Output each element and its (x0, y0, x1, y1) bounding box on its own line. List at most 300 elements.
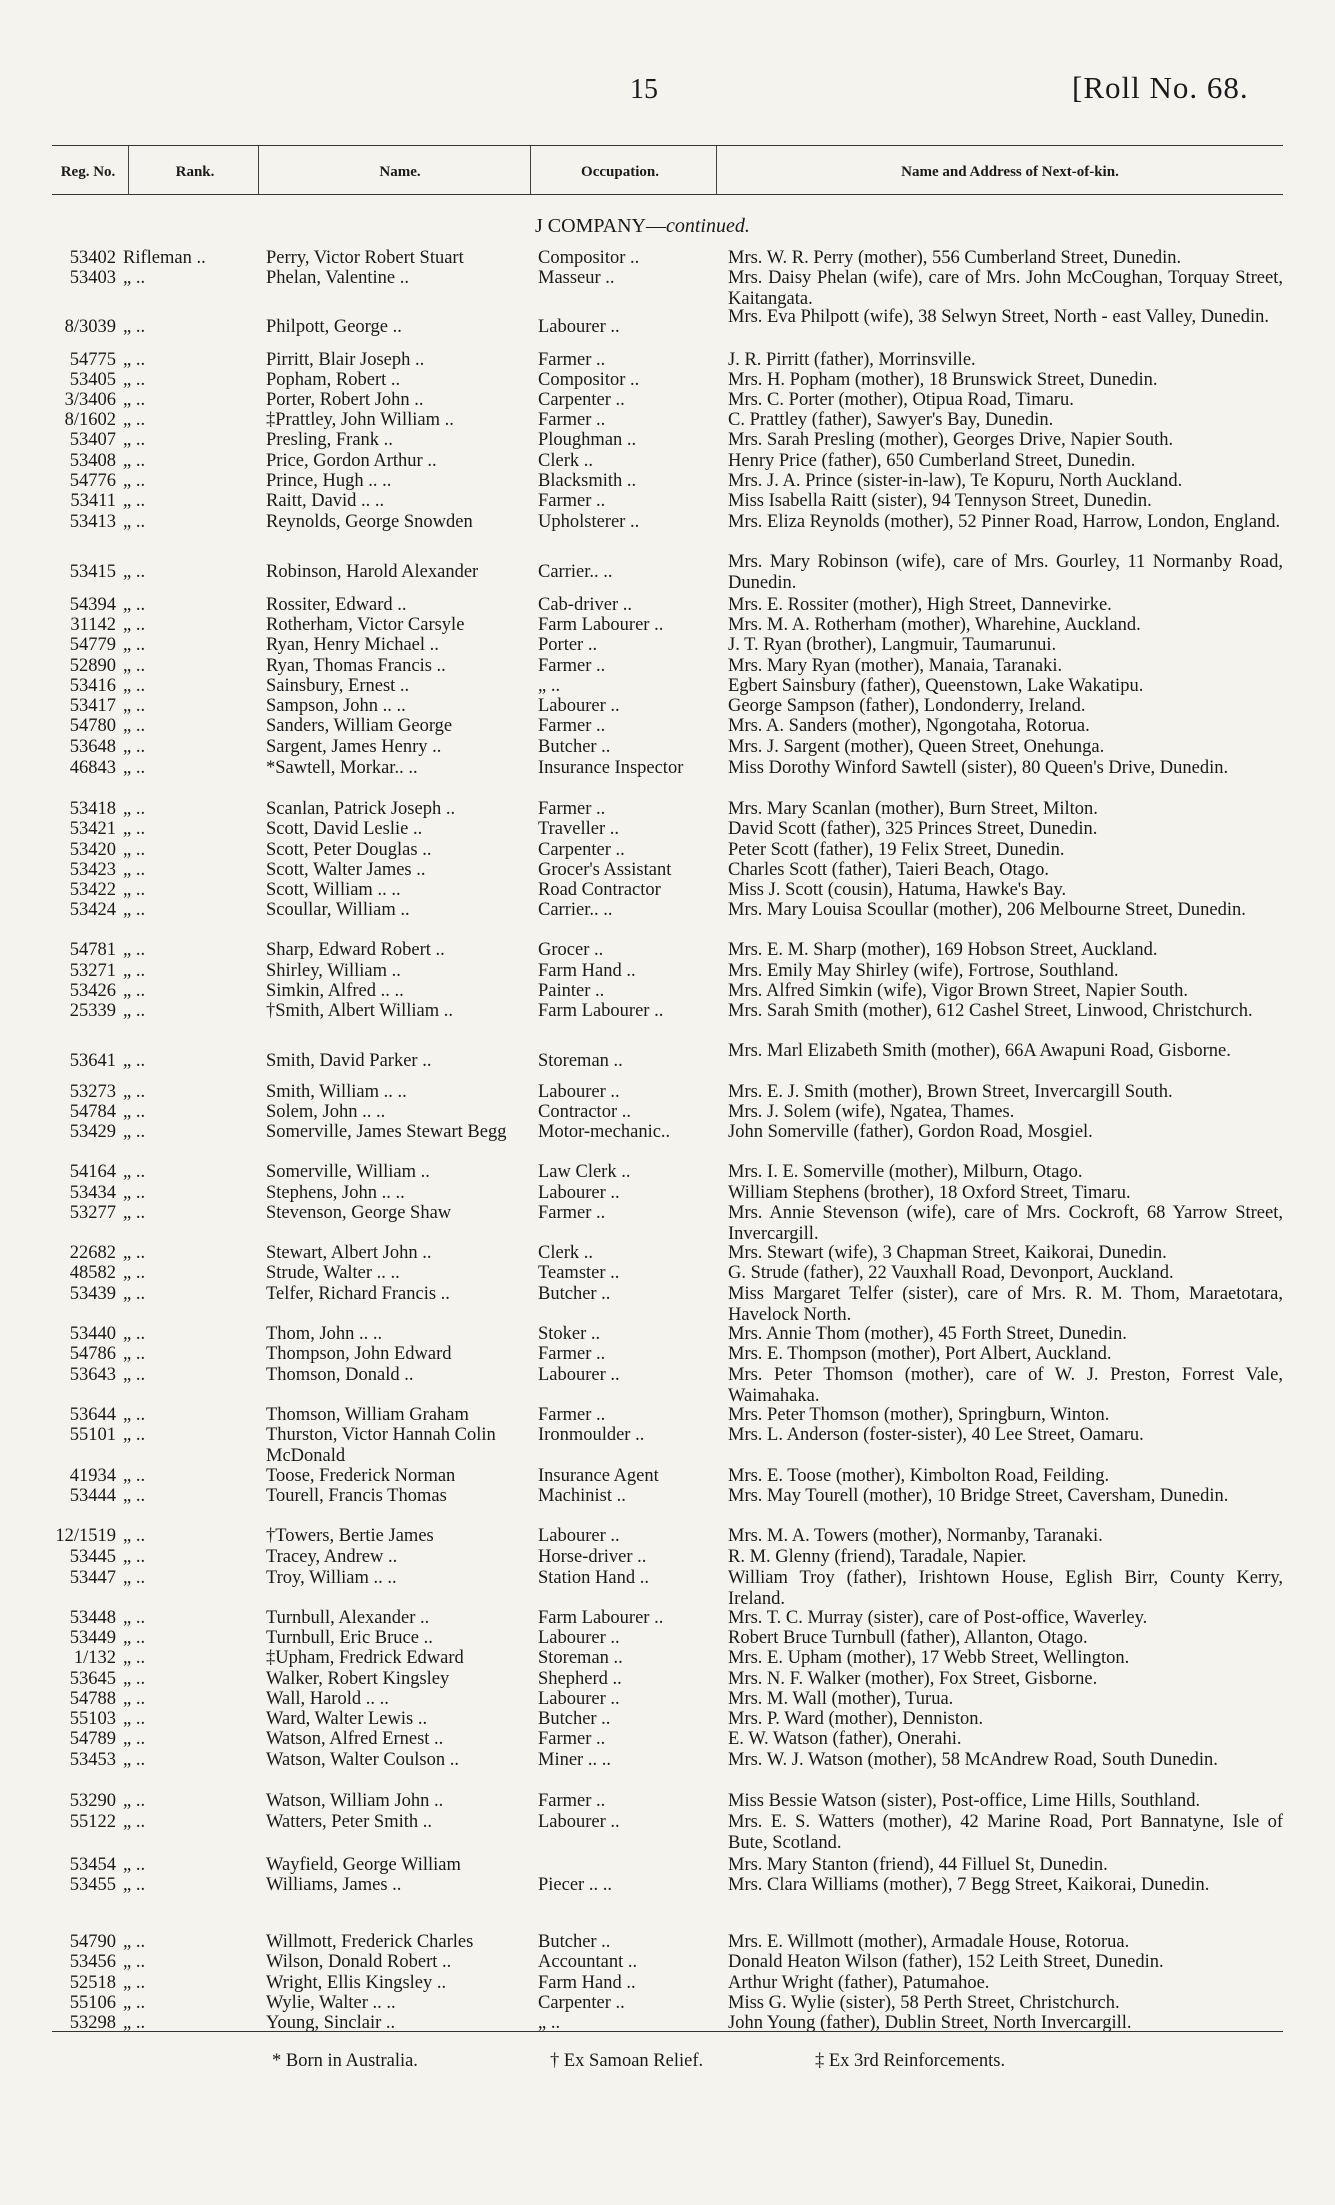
rank-cell: „ .. (123, 716, 146, 736)
reg-no-cell: 54788 (69, 1689, 116, 1709)
next-of-kin-cell: Miss J. Scott (cousin), Hatuma, Hawke's Bay. (728, 880, 1067, 900)
next-of-kin-cell: Mrs. Sarah Presling (mother), Georges Drive, Napier South. (728, 430, 1174, 450)
name-cell: Telfer, Richard Francis .. (266, 1284, 450, 1304)
next-of-kin-cell: Mrs. Eliza Reynolds (mother), 52 Pinner Road, Harrow, London, England. (728, 512, 1281, 532)
rank-cell: „ .. (123, 595, 146, 615)
rank-cell: „ .. (123, 1750, 146, 1770)
rank-cell: „ .. (123, 1365, 146, 1385)
reg-no-cell: 53405 (69, 370, 116, 390)
occupation-cell: Farmer .. (538, 491, 606, 511)
occupation-cell: Motor-mechanic.. (538, 1122, 671, 1142)
name-cell: Shirley, William .. (266, 961, 401, 981)
occupation-cell: Accountant .. (538, 1952, 638, 1972)
reg-no-cell: 54776 (69, 471, 116, 491)
rank-cell: „ .. (123, 390, 146, 410)
name-cell: Scott, David Leslie .. (266, 819, 423, 839)
name-cell: Wylie, Walter .. .. (266, 1993, 396, 2013)
reg-no-cell: 54394 (69, 595, 116, 615)
occupation-cell: Farmer .. (538, 1791, 606, 1811)
company-heading: J COMPANY—continued. (535, 215, 750, 237)
reg-no-cell: 53420 (69, 840, 116, 860)
next-of-kin-cell: Mrs. Annie Stevenson (wife), care of Mrs. Cockroft, 68 Yarrow Street, Invercargill. (728, 1203, 1283, 1244)
next-of-kin-cell: William Stephens (brother), 18 Oxford Street, Timaru. (728, 1183, 1131, 1203)
rank-cell: „ .. (123, 900, 146, 920)
table-row (0, 1952, 1335, 1973)
column-header-next-of-kin: Name and Address of Next-of-kin. (901, 164, 1119, 180)
name-cell: Ryan, Henry Michael .. (266, 635, 439, 655)
footer-rule (52, 2031, 1283, 2032)
next-of-kin-cell: Mrs. Mary Stanton (friend), 44 Filluel St, Dunedin. (728, 1855, 1108, 1875)
rank-cell: Rifleman .. (123, 248, 206, 268)
occupation-cell: Masseur .. (538, 268, 615, 288)
next-of-kin-cell: Mrs. May Tourell (mother), 10 Bridge Street, Caversham, Dunedin. (728, 1486, 1229, 1506)
occupation-cell: Labourer .. (538, 1628, 620, 1648)
next-of-kin-cell: Mrs. Alfred Simkin (wife), Vigor Brown Street, Napier South. (728, 981, 1188, 1001)
next-of-kin-cell: Mrs. J. A. Prince (sister-in-law), Te Kopuru, North Auckland. (728, 471, 1183, 491)
rank-cell: „ .. (123, 1547, 146, 1567)
rank-cell: „ .. (123, 1162, 146, 1182)
name-cell: Stevenson, George Shaw (266, 1203, 452, 1223)
name-cell: Rossiter, Edward .. (266, 595, 407, 615)
reg-no-cell: 53444 (69, 1486, 116, 1506)
next-of-kin-cell: Mrs. Mary Louisa Scoullar (mother), 206 Melbourne Street, Dunedin. (728, 900, 1246, 920)
rank-cell: „ .. (123, 635, 146, 655)
name-cell: Price, Gordon Arthur .. (266, 451, 437, 471)
reg-no-cell: 54775 (69, 350, 116, 370)
table-row (0, 1855, 1335, 1876)
table-row (0, 410, 1335, 431)
table-row (0, 1324, 1335, 1345)
name-cell: Presling, Frank .. (266, 430, 393, 450)
table-row (0, 430, 1335, 451)
next-of-kin-cell: Mrs. C. Porter (mother), Otipua Road, Timaru. (728, 390, 1074, 410)
next-of-kin-cell: Mrs. Daisy Phelan (wife), care of Mrs. John McCoughan, Torquay Street, Kaitangata. (728, 268, 1283, 309)
occupation-cell: Painter .. (538, 981, 605, 1001)
next-of-kin-cell: Mrs. W. R. Perry (mother), 556 Cumberland Street, Dunedin. (728, 248, 1182, 268)
table-row (0, 880, 1335, 901)
reg-no-cell: 8/3039 (64, 317, 116, 337)
rank-cell: „ .. (123, 430, 146, 450)
rank-cell: „ .. (123, 1875, 146, 1895)
name-cell: Sampson, John .. .. (266, 696, 406, 716)
reg-no-cell: 53429 (69, 1122, 116, 1142)
name-cell: Wall, Harold .. .. (266, 1689, 389, 1709)
rank-cell: „ .. (123, 1183, 146, 1203)
occupation-cell: Grocer's Assistant (538, 860, 672, 880)
rank-cell: „ .. (123, 1102, 146, 1122)
roll-number: [Roll No. 68. (1072, 70, 1249, 105)
occupation-cell: Labourer .. (538, 696, 620, 716)
next-of-kin-cell: Miss Margaret Telfer (sister), care of Mrs. R. M. Thom, Maraetotara, Havelock North. (728, 1284, 1283, 1325)
next-of-kin-cell: Mrs. E. J. Smith (mother), Brown Street, Invercargill South. (728, 1082, 1173, 1102)
table-row (0, 370, 1335, 391)
name-cell: Sargent, James Henry .. (266, 737, 442, 757)
table-row (0, 1405, 1335, 1426)
next-of-kin-cell: Donald Heaton Wilson (father), 152 Leith Street, Dunedin. (728, 1952, 1164, 1972)
occupation-cell: Butcher .. (538, 737, 611, 757)
occupation-cell: Ploughman .. (538, 430, 637, 450)
reg-no-cell: 53643 (69, 1365, 116, 1385)
occupation-cell: Teamster .. (538, 1263, 620, 1283)
rank-cell: „ .. (123, 961, 146, 981)
rank-cell: „ .. (123, 1689, 146, 1709)
table-row (0, 1689, 1335, 1710)
next-of-kin-cell: Mrs. M. A. Rotherham (mother), Wharehine, Auckland. (728, 615, 1141, 635)
table-row (0, 1628, 1335, 1649)
occupation-cell: Farmer .. (538, 1729, 606, 1749)
reg-no-cell: 12/1519 (55, 1526, 116, 1546)
table-row (0, 900, 1335, 942)
table-row (0, 1344, 1335, 1365)
occupation-cell: „ .. (538, 2013, 561, 2033)
name-cell: Popham, Robert .. (266, 370, 401, 390)
occupation-cell: Labourer .. (538, 1183, 620, 1203)
reg-no-cell: 53417 (69, 696, 116, 716)
next-of-kin-cell: Mrs. Sarah Smith (mother), 612 Cashel Street, Linwood, Christchurch. (728, 1001, 1253, 1021)
next-of-kin-cell: G. Strude (father), 22 Vauxhall Road, Devonport, Auckland. (728, 1263, 1174, 1283)
name-cell: Smith, William .. .. (266, 1082, 407, 1102)
rank-cell: „ .. (123, 1608, 146, 1628)
reg-no-cell: 53645 (69, 1669, 116, 1689)
name-cell: Thomson, Donald .. (266, 1365, 414, 1385)
next-of-kin-cell: Mrs. Marl Elizabeth Smith (mother), 66A Awapuni Road, Gisborne. (728, 1041, 1231, 1061)
rank-cell: „ .. (123, 940, 146, 960)
rank-cell: „ .. (123, 491, 146, 511)
table-row (0, 696, 1335, 717)
reg-no-cell: 53421 (69, 819, 116, 839)
next-of-kin-cell: Mrs. Clara Williams (mother), 7 Begg Street, Kaikorai, Dunedin. (728, 1875, 1210, 1895)
rank-cell: „ .. (123, 1344, 146, 1364)
next-of-kin-cell: Mrs. M. A. Towers (mother), Normanby, Taranaki. (728, 1526, 1103, 1546)
table-row (0, 1365, 1335, 1407)
reg-no-cell: 53423 (69, 860, 116, 880)
occupation-cell: Farmer .. (538, 1405, 606, 1425)
name-cell: Scoullar, William .. (266, 900, 410, 920)
reg-no-cell: 53418 (69, 799, 116, 819)
reg-no-cell: 55103 (69, 1709, 116, 1729)
name-cell: Ward, Walter Lewis .. (266, 1709, 428, 1729)
table-row (0, 737, 1335, 758)
rank-cell: „ .. (123, 615, 146, 635)
reg-no-cell: 8/1602 (64, 410, 116, 430)
rank-cell: „ .. (123, 1051, 146, 1071)
next-of-kin-cell: Arthur Wright (father), Patumahoe. (728, 1973, 990, 1993)
next-of-kin-cell: Mrs. E. S. Watters (mother), 42 Marine Road, Port Bannatyne, Isle of Bute, Scotland. (728, 1812, 1283, 1853)
rank-cell: „ .. (123, 1526, 146, 1546)
table-row (0, 307, 1335, 349)
next-of-kin-cell: Mrs. I. E. Somerville (mother), Milburn, Otago. (728, 1162, 1083, 1182)
rank-cell: „ .. (123, 1812, 146, 1832)
name-cell: Strude, Walter .. .. (266, 1263, 400, 1283)
reg-no-cell: 53277 (69, 1203, 116, 1223)
table-row (0, 1122, 1335, 1143)
occupation-cell: Contractor .. (538, 1102, 631, 1122)
rank-cell: „ .. (123, 880, 146, 900)
name-cell: Turnbull, Eric Bruce .. (266, 1628, 433, 1648)
rank-cell: „ .. (123, 1001, 146, 1021)
reg-no-cell: 53411 (70, 491, 116, 511)
next-of-kin-cell: David Scott (father), 325 Princes Street, Dunedin. (728, 819, 1098, 839)
reg-no-cell: 3/3406 (64, 390, 116, 410)
table-row (0, 940, 1335, 961)
next-of-kin-cell: Henry Price (father), 650 Cumberland Street, Dunedin. (728, 451, 1136, 471)
next-of-kin-cell: Mrs. J. Sargent (mother), Queen Street, Onehunga. (728, 737, 1105, 757)
reg-no-cell: 53407 (69, 430, 116, 450)
name-cell: †Towers, Bertie James (266, 1526, 434, 1546)
rank-cell: „ .. (123, 1932, 146, 1952)
rank-cell: „ .. (123, 451, 146, 471)
footnote-born-australia: * Born in Australia. (272, 2051, 418, 2071)
rank-cell: „ .. (123, 819, 146, 839)
name-cell: Wayfield, George William (266, 1855, 461, 1875)
page-number: 15 (630, 74, 658, 105)
name-cell: †Smith, Albert William .. (266, 1001, 453, 1021)
occupation-cell: Insurance Agent (538, 1466, 659, 1486)
next-of-kin-cell: Mrs. Peter Thomson (mother), Springburn, Winton. (728, 1405, 1110, 1425)
occupation-cell: Carpenter .. (538, 390, 625, 410)
occupation-cell: Blacksmith .. (538, 471, 637, 491)
next-of-kin-cell: Miss Isabella Raitt (sister), 94 Tennyson Street, Dunedin. (728, 491, 1152, 511)
table-row (0, 268, 1335, 310)
rank-cell: „ .. (123, 1486, 146, 1506)
rank-cell: „ .. (123, 562, 146, 582)
table-row (0, 1568, 1335, 1610)
occupation-cell: Upholsterer .. (538, 512, 640, 532)
name-cell: Williams, James .. (266, 1875, 402, 1895)
reg-no-cell: 53448 (69, 1608, 116, 1628)
rank-cell: „ .. (123, 350, 146, 370)
next-of-kin-cell: Mrs. Mary Scanlan (mother), Burn Street, Milton. (728, 799, 1098, 819)
name-cell: Simkin, Alfred .. .. (266, 981, 404, 1001)
reg-no-cell: 54786 (69, 1344, 116, 1364)
occupation-cell: Butcher .. (538, 1284, 611, 1304)
occupation-cell: Insurance Inspector (538, 758, 684, 778)
occupation-cell: Stoker .. (538, 1324, 601, 1344)
table-row (0, 1183, 1335, 1204)
rank-cell: „ .. (123, 1709, 146, 1729)
table-row (0, 1102, 1335, 1123)
table-row (0, 1812, 1335, 1854)
rank-cell: „ .. (123, 1284, 146, 1304)
rank-cell: „ .. (123, 656, 146, 676)
reg-no-cell: 54164 (69, 1162, 116, 1182)
occupation-cell: Carrier.. .. (538, 562, 613, 582)
name-cell: Tourell, Francis Thomas (266, 1486, 447, 1506)
next-of-kin-cell: Mrs. E. Rossiter (mother), High Street, Dannevirke. (728, 595, 1112, 615)
occupation-cell: Butcher .. (538, 1709, 611, 1729)
rank-cell: „ .. (123, 696, 146, 716)
name-cell: Raitt, David .. .. (266, 491, 385, 511)
reg-no-cell: 48582 (69, 1263, 116, 1283)
table-row (0, 1526, 1335, 1547)
next-of-kin-cell: Mrs. L. Anderson (foster-sister), 40 Lee Street, Oamaru. (728, 1425, 1144, 1445)
reg-no-cell: 54789 (69, 1729, 116, 1749)
rank-cell: „ .. (123, 799, 146, 819)
reg-no-cell: 53440 (69, 1324, 116, 1344)
occupation-cell: Butcher .. (538, 1932, 611, 1952)
next-of-kin-cell: Miss Dorothy Winford Sawtell (sister), 80 Queen's Drive, Dunedin. (728, 758, 1229, 778)
reg-no-cell: 53290 (69, 1791, 116, 1811)
occupation-cell: Ironmoulder .. (538, 1425, 645, 1445)
table-row (0, 350, 1335, 371)
table-row (0, 491, 1335, 512)
occupation-cell: Road Contractor (538, 880, 661, 900)
rank-cell: „ .. (123, 737, 146, 757)
occupation-cell: „ .. (538, 676, 561, 696)
occupation-cell: Storeman .. (538, 1051, 623, 1071)
name-cell: Philpott, George .. (266, 317, 402, 337)
occupation-cell: Farmer .. (538, 656, 606, 676)
name-cell: *Sawtell, Morkar.. .. (266, 758, 418, 778)
reg-no-cell: 55106 (69, 1993, 116, 2013)
name-cell: Young, Sinclair .. (266, 2013, 396, 2033)
name-cell: Stewart, Albert John .. (266, 1243, 432, 1263)
reg-no-cell: 25339 (69, 1001, 116, 1021)
reg-no-cell: 53456 (69, 1952, 116, 1972)
next-of-kin-cell: J. R. Pirritt (father), Morrinsville. (728, 350, 976, 370)
occupation-cell: Farmer .. (538, 716, 606, 736)
reg-no-cell: 55101 (69, 1425, 116, 1445)
table-row (0, 819, 1335, 840)
occupation-cell: Farmer .. (538, 1344, 606, 1364)
column-divider (258, 146, 259, 194)
column-divider (530, 146, 531, 194)
table-row (0, 451, 1335, 472)
footnote-ex-3rd-reinforcements: ‡ Ex 3rd Reinforcements. (815, 2051, 1006, 2071)
occupation-cell: Farm Hand .. (538, 1973, 636, 1993)
occupation-cell: Labourer .. (538, 1812, 620, 1832)
reg-no-cell: 53273 (69, 1082, 116, 1102)
next-of-kin-cell: Mrs. M. Wall (mother), Turua. (728, 1689, 954, 1709)
name-cell: Somerville, James Stewart Begg (266, 1122, 507, 1142)
rank-cell: „ .. (123, 1568, 146, 1588)
footnote-ex-samoan: † Ex Samoan Relief. (550, 2051, 704, 2071)
table-row (0, 716, 1335, 737)
next-of-kin-cell: Mrs. A. Sanders (mother), Ngongotaha, Rotorua. (728, 716, 1090, 736)
reg-no-cell: 53455 (69, 1875, 116, 1895)
occupation-cell: Horse-driver .. (538, 1547, 647, 1567)
table-row (0, 595, 1335, 616)
next-of-kin-cell: William Troy (father), Irishtown House, Eglish Birr, County Kerry, Ireland. (728, 1568, 1283, 1609)
occupation-cell: Carrier.. .. (538, 900, 613, 920)
reg-no-cell: 53644 (69, 1405, 116, 1425)
name-cell: Pirritt, Blair Joseph .. (266, 350, 425, 370)
reg-no-cell: 53403 (69, 268, 116, 288)
table-row (0, 1729, 1335, 1750)
table-row (0, 656, 1335, 677)
reg-no-cell: 54780 (69, 716, 116, 736)
next-of-kin-cell: Mrs. Stewart (wife), 3 Chapman Street, Kaikorai, Dunedin. (728, 1243, 1167, 1263)
occupation-cell: Law Clerk .. (538, 1162, 631, 1182)
table-row (0, 1993, 1335, 2014)
name-cell: Watson, Alfred Ernest .. (266, 1729, 444, 1749)
name-cell: Scanlan, Patrick Joseph .. (266, 799, 456, 819)
occupation-cell: Farmer .. (538, 350, 606, 370)
next-of-kin-cell: John Young (father), Dublin Street, North Invercargill. (728, 2013, 1132, 2033)
rank-cell: „ .. (123, 1243, 146, 1263)
table-row (0, 1001, 1335, 1043)
rank-cell: „ .. (123, 1729, 146, 1749)
occupation-cell: Farmer .. (538, 410, 606, 430)
occupation-cell: Shepherd .. (538, 1669, 622, 1689)
name-cell: ‡Prattley, John William .. (266, 410, 454, 430)
table-row (0, 1973, 1335, 1994)
reg-no-cell: 54784 (69, 1102, 116, 1122)
reg-no-cell: 53422 (69, 880, 116, 900)
next-of-kin-cell: Peter Scott (father), 19 Felix Street, Dunedin. (728, 840, 1065, 860)
rank-cell: „ .. (123, 1791, 146, 1811)
column-header-rank: Rank. (175, 164, 215, 180)
reg-no-cell: 31142 (70, 615, 116, 635)
rank-cell: „ .. (123, 410, 146, 430)
reg-no-cell: 1/132 (73, 1648, 116, 1668)
column-divider (716, 146, 717, 194)
next-of-kin-cell: Charles Scott (father), Taieri Beach, Otago. (728, 860, 1049, 880)
table-row (0, 1486, 1335, 1528)
next-of-kin-cell: John Somerville (father), Gordon Road, Mosgiel. (728, 1122, 1093, 1142)
table-row (0, 1750, 1335, 1792)
reg-no-cell: 53402 (69, 248, 116, 268)
rank-cell: „ .. (123, 2013, 146, 2033)
name-cell: Ryan, Thomas Francis .. (266, 656, 446, 676)
name-cell: Thomson, William Graham (266, 1405, 469, 1425)
next-of-kin-cell: C. Prattley (father), Sawyer's Bay, Dunedin. (728, 410, 1054, 430)
next-of-kin-cell: Mrs. Mary Robinson (wife), care of Mrs. Gourley, 11 Normanby Road, Dunedin. (728, 552, 1283, 593)
occupation-cell: Labourer .. (538, 1365, 620, 1385)
rank-cell: „ .. (123, 1993, 146, 2013)
next-of-kin-cell: R. M. Glenny (friend), Taradale, Napier. (728, 1547, 1027, 1567)
reg-no-cell: 53416 (69, 676, 116, 696)
next-of-kin-cell: Mrs. Emily May Shirley (wife), Fortrose, Southland. (728, 961, 1119, 981)
table-row (0, 1425, 1335, 1466)
occupation-cell: Labourer .. (538, 1689, 620, 1709)
reg-no-cell: 53445 (69, 1547, 116, 1567)
next-of-kin-cell: Mrs. Peter Thomson (mother), care of W. J. Preston, Forrest Vale, Waimahaka. (728, 1365, 1283, 1406)
name-cell: Solem, John .. .. (266, 1102, 386, 1122)
reg-no-cell: 53408 (69, 451, 116, 471)
occupation-cell: Farmer .. (538, 799, 606, 819)
reg-no-cell: 53447 (69, 1568, 116, 1588)
reg-no-cell: 22682 (69, 1243, 116, 1263)
table-row (0, 860, 1335, 881)
rank-cell: „ .. (123, 1952, 146, 1972)
name-cell: Wilson, Donald Robert .. (266, 1952, 452, 1972)
rank-cell: „ .. (123, 1122, 146, 1142)
table-row (0, 758, 1335, 800)
rank-cell: „ .. (123, 1855, 146, 1875)
table-row (0, 635, 1335, 656)
name-cell: Tracey, Andrew .. (266, 1547, 398, 1567)
next-of-kin-cell: George Sampson (father), Londonderry, Ireland. (728, 696, 1086, 716)
next-of-kin-cell: Mrs. H. Popham (mother), 18 Brunswick Street, Dunedin. (728, 370, 1158, 390)
occupation-cell: Cab-driver .. (538, 595, 633, 615)
next-of-kin-cell: Mrs. E. Thompson (mother), Port Albert, Auckland. (728, 1344, 1112, 1364)
name-cell: Thom, John .. .. (266, 1324, 383, 1344)
table-row (0, 1669, 1335, 1690)
occupation-cell: Carpenter .. (538, 840, 625, 860)
table-row (0, 552, 1335, 594)
rank-cell: „ .. (123, 1669, 146, 1689)
column-header-occupation: Occupation. (581, 164, 659, 180)
name-cell: Smith, David Parker .. (266, 1051, 432, 1071)
table-row (0, 1648, 1335, 1669)
name-cell: Perry, Victor Robert Stuart (266, 248, 464, 268)
rank-cell: „ .. (123, 840, 146, 860)
next-of-kin-cell: Egbert Sainsbury (father), Queenstown, Lake Wakatipu. (728, 676, 1144, 696)
table-row (0, 1082, 1335, 1103)
occupation-cell: Clerk .. (538, 451, 593, 471)
rank-cell: „ .. (123, 1466, 146, 1486)
